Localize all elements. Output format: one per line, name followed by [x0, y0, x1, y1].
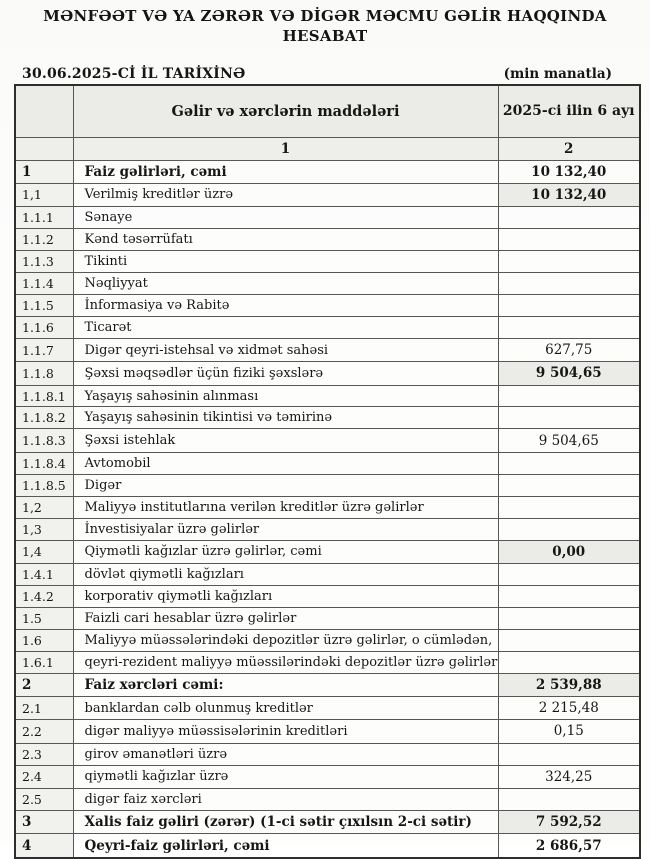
row-label: Qiymətli kağızlar üzrə gəlirlər, cəmi — [73, 540, 498, 563]
row-label: dövlət qiymətli kağızları — [73, 563, 498, 585]
row-value — [498, 651, 640, 673]
row-value: 10 132,40 — [498, 160, 640, 183]
row-value — [498, 407, 640, 429]
row-label: Qeyri-faiz gəlirləri, cəmi — [73, 834, 498, 858]
header-empty-cell — [15, 85, 73, 137]
row-number: 3 — [15, 810, 73, 833]
document-title: MƏNFƏƏT VƏ YA ZƏRƏR VƏ DİGƏR MƏCMU GƏLİR HAQQINDA HESABAT — [43, 7, 607, 45]
report-table — [14, 84, 641, 859]
row-label: Ticarət — [73, 316, 498, 338]
row-label: digər maliyyə müəssisələrinin kreditləri — [73, 720, 498, 743]
table-row — [15, 673, 640, 696]
row-number: 2.4 — [15, 765, 73, 788]
row-value — [498, 251, 640, 273]
table-row — [15, 720, 640, 743]
row-number: 1.4.1 — [15, 563, 73, 585]
table-row — [15, 563, 640, 585]
row-number: 1.1.6 — [15, 316, 73, 338]
row-value: 324,25 — [498, 765, 640, 788]
row-value: 2 539,88 — [498, 673, 640, 696]
row-number: 2.1 — [15, 697, 73, 720]
row-value: 2 215,48 — [498, 697, 640, 720]
row-label: Faizli cari hesablar üzrə gəlirlər — [73, 607, 498, 629]
table-row — [15, 362, 640, 385]
row-number: 1.1.5 — [15, 294, 73, 316]
row-label: İnformasiya və Rabitə — [73, 294, 498, 316]
row-value — [498, 385, 640, 407]
table-row — [15, 697, 640, 720]
table-row — [15, 452, 640, 474]
row-label: korporativ qiymətli kağızları — [73, 585, 498, 607]
table-row — [15, 183, 640, 206]
row-label: Sənaye — [73, 207, 498, 229]
row-number: 1.1.2 — [15, 229, 73, 251]
row-number: 2.2 — [15, 720, 73, 743]
row-label: Yaşayış sahəsinin alınması — [73, 385, 498, 407]
colnum-empty-cell — [15, 137, 73, 160]
row-label: Digər — [73, 474, 498, 496]
row-label: Xalis faiz gəliri (zərər) (1-ci sətir çıxılsın 2-ci sətir) — [73, 810, 498, 833]
row-number: 1.1.8.1 — [15, 385, 73, 407]
row-value — [498, 743, 640, 765]
row-value: 9 504,65 — [498, 362, 640, 385]
table-body — [15, 160, 640, 858]
row-number: 1,4 — [15, 540, 73, 563]
row-label: Digər qeyri-istehsal və xidmət sahəsi — [73, 338, 498, 361]
row-label: Faiz gəlirləri, cəmi — [73, 160, 498, 183]
row-value: 627,75 — [498, 338, 640, 361]
row-value — [498, 607, 640, 629]
row-number: 1.1.8 — [15, 362, 73, 385]
subtitle-row — [22, 63, 612, 82]
row-value — [498, 629, 640, 651]
row-value: 9 504,65 — [498, 429, 640, 452]
table-row — [15, 294, 640, 316]
row-number: 1.5 — [15, 607, 73, 629]
row-value: 2 686,57 — [498, 834, 640, 858]
table-row — [15, 810, 640, 833]
row-label: Yaşayış sahəsinin tikintisi və təmirinə — [73, 407, 498, 429]
table-row — [15, 518, 640, 540]
table-row — [15, 207, 640, 229]
table-row — [15, 496, 640, 518]
table-row — [15, 765, 640, 788]
column-number-row — [15, 137, 640, 160]
table-row — [15, 229, 640, 251]
header-period-label: 2025-ci ilin 6 ayı — [498, 85, 640, 137]
row-value — [498, 207, 640, 229]
row-label: Kənd təsərrüfatı — [73, 229, 498, 251]
table-row — [15, 788, 640, 810]
row-label: girov əmanətləri üzrə — [73, 743, 498, 765]
table-row — [15, 273, 640, 295]
row-value — [498, 496, 640, 518]
row-number: 2.5 — [15, 788, 73, 810]
row-number: 1,3 — [15, 518, 73, 540]
row-label: Faiz xərcləri cəmi: — [73, 673, 498, 696]
row-number: 1.4.2 — [15, 585, 73, 607]
row-value — [498, 229, 640, 251]
row-label: qeyri-rezident maliyyə müəssilərindəki depozitlər üzrə gəlirlər — [73, 651, 498, 673]
table-row — [15, 338, 640, 361]
row-number: 1.1.8.5 — [15, 474, 73, 496]
table-row — [15, 160, 640, 183]
row-value — [498, 788, 640, 810]
row-label: Maliyyə institutlarına verilən kreditlər üzrə gəlirlər — [73, 496, 498, 518]
table-row — [15, 834, 640, 858]
row-number: 1.6.1 — [15, 651, 73, 673]
row-number: 1.1.7 — [15, 338, 73, 361]
colnum-items: 1 — [73, 137, 498, 160]
row-number: 2.3 — [15, 743, 73, 765]
row-value — [498, 316, 640, 338]
row-value: 0,15 — [498, 720, 640, 743]
row-number: 1.1.8.2 — [15, 407, 73, 429]
row-label: İnvestisiyalar üzrə gəlirlər — [73, 518, 498, 540]
row-number: 1.1.8.3 — [15, 429, 73, 452]
row-number: 1.1.3 — [15, 251, 73, 273]
row-label: Nəqliyyat — [73, 273, 498, 295]
row-label: Verilmiş kreditlər üzrə — [73, 183, 498, 206]
table-row — [15, 316, 640, 338]
row-value — [498, 585, 640, 607]
row-value — [498, 563, 640, 585]
row-label: banklardan cəlb olunmuş kreditlər — [73, 697, 498, 720]
row-number: 1.1.8.4 — [15, 452, 73, 474]
row-number: 4 — [15, 834, 73, 858]
report-date: 30.06.2025-Cİ İL TARİXİNƏ — [22, 66, 246, 82]
row-value: 7 592,52 — [498, 810, 640, 833]
unit-note: (min manatla) — [503, 66, 612, 82]
row-number: 1.1.4 — [15, 273, 73, 295]
row-label: qiymətli kağızlar üzrə — [73, 765, 498, 788]
row-label: Avtomobil — [73, 452, 498, 474]
row-value — [498, 273, 640, 295]
row-number: 1 — [15, 160, 73, 183]
colnum-value: 2 — [498, 137, 640, 160]
row-label: digər faiz xərcləri — [73, 788, 498, 810]
table-row — [15, 251, 640, 273]
table-row — [15, 474, 640, 496]
row-label: Maliyyə müəssələrindəki depozitlər üzrə gəlirlər, o cümlədən, — [73, 629, 498, 651]
row-value — [498, 452, 640, 474]
row-number: 2 — [15, 673, 73, 696]
table-row — [15, 429, 640, 452]
table-row — [15, 540, 640, 563]
table-header-row — [15, 85, 640, 137]
row-label: Şəxsi istehlak — [73, 429, 498, 452]
row-value — [498, 518, 640, 540]
table-row — [15, 629, 640, 651]
table-row — [15, 385, 640, 407]
table-row — [15, 607, 640, 629]
table-row — [15, 585, 640, 607]
row-number: 1.1.1 — [15, 207, 73, 229]
header-items-label: Gəlir və xərclərin maddələri — [73, 85, 498, 137]
table-row — [15, 651, 640, 673]
row-number: 1,2 — [15, 496, 73, 518]
row-value: 0,00 — [498, 540, 640, 563]
row-number: 1,1 — [15, 183, 73, 206]
table-row — [15, 407, 640, 429]
row-value — [498, 294, 640, 316]
row-label: Tikinti — [73, 251, 498, 273]
row-value: 10 132,40 — [498, 183, 640, 206]
row-label: Şəxsi məqsədlər üçün fiziki şəxslərə — [73, 362, 498, 385]
table-row — [15, 743, 640, 765]
row-number: 1.6 — [15, 629, 73, 651]
row-value — [498, 474, 640, 496]
